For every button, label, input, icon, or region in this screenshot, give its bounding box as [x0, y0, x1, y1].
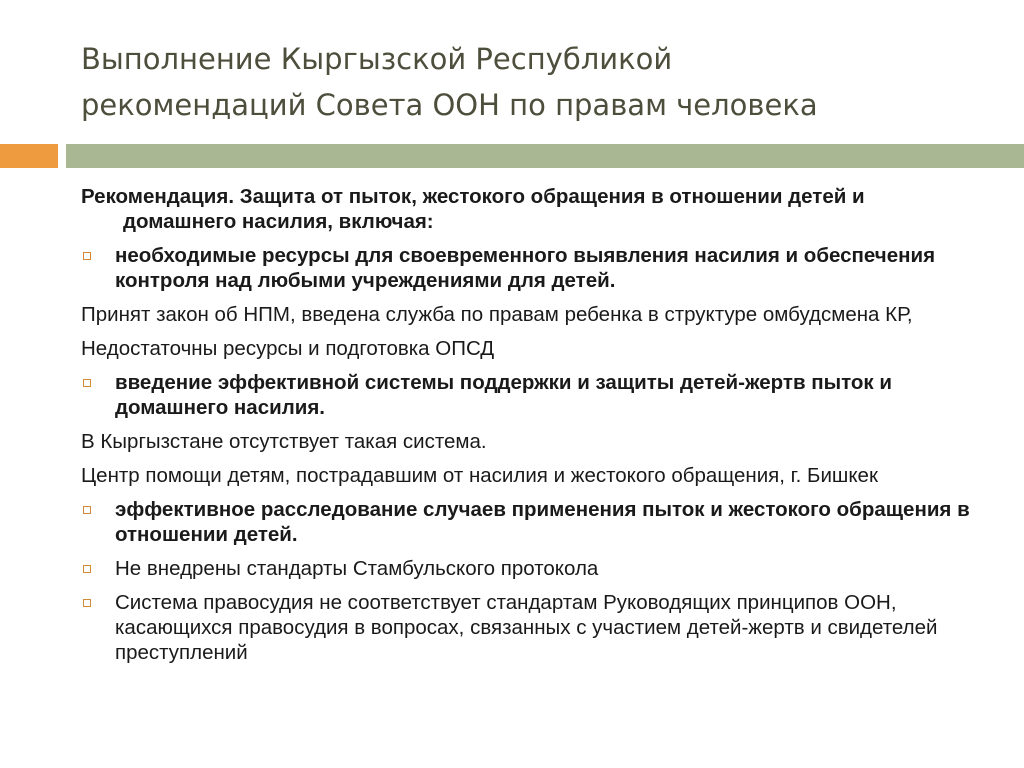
paragraph: Принят закон об НПМ, введена служба по правам ребенка в структуре омбудсмена КР,	[81, 303, 913, 326]
paragraph: Центр помощи детям, пострадавшим от насилия и жестокого обращения, г. Бишкек	[81, 464, 878, 487]
recommendation-heading: Рекомендация. Защита от пыток, жестокого обращения в отношении детей и домашнего насилия, включая:	[81, 185, 865, 233]
bullet-item	[81, 497, 981, 547]
title-divider-bar	[66, 144, 1024, 168]
paragraph: В Кыргызстане отсутствует такая система.	[81, 430, 487, 453]
slide-title	[81, 36, 981, 128]
bullet-text: введение эффективной системы поддержки и защиты детей-жертв пыток и домашнего насилия.	[115, 371, 892, 419]
square-bullet-icon	[83, 599, 91, 607]
square-bullet-icon	[83, 565, 91, 573]
accent-bar	[0, 144, 58, 168]
slide-body	[81, 184, 981, 674]
bullet-item	[81, 590, 981, 665]
square-bullet-icon	[83, 379, 91, 387]
bullet-text: Система правосудия не соответствует стандартам Руководящих принципов ООН, касающихся правосудия в вопросах, связанных с участием детей-жертв и свидетелей преступлений	[115, 591, 938, 664]
bullet-text: Не внедрены стандарты Стамбульского протокола	[115, 557, 599, 580]
title-line-1: Выполнение Кыргызской Республикой	[81, 42, 673, 76]
bullet-text: эффективное расследование случаев применения пыток и жестокого обращения в отношении детей.	[115, 498, 970, 546]
square-bullet-icon	[83, 506, 91, 514]
bullet-text: необходимые ресурсы для своевременного выявления насилия и обеспечения контроля над любыми учреждениями для детей.	[115, 244, 936, 292]
paragraph: Недостаточны ресурсы и подготовка ОПСД	[81, 337, 495, 360]
title-line-2: рекомендаций Совета ООН по правам человека	[81, 88, 818, 122]
bullet-item	[81, 370, 981, 420]
bullet-item	[81, 243, 981, 293]
square-bullet-icon	[83, 252, 91, 260]
bullet-item	[81, 556, 981, 581]
